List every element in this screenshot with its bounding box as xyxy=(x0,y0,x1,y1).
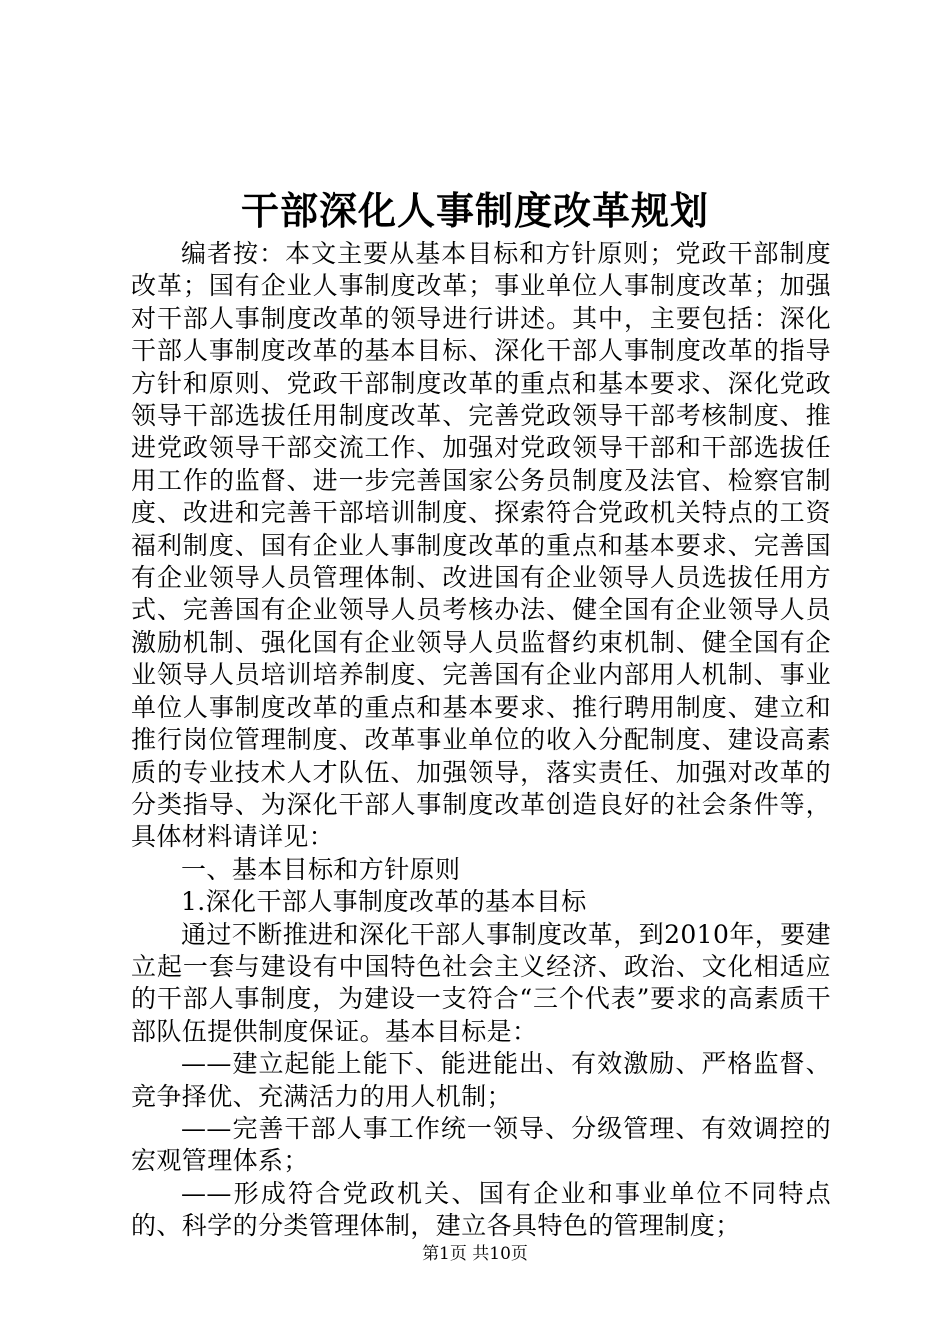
document-body xyxy=(131,238,831,1243)
document-title: 干部深化人事制度改革规划 xyxy=(240,188,709,233)
goal-item: ——形成符合党政机关、国有企业和事业单位不同特点的、科学的分类管理体制，建立各具特色的管理制度； xyxy=(131,1178,831,1241)
body-paragraph: 通过不断推进和深化干部人事制度改革，到2010年，要建立起一套与建设有中国特色社会主义经济、政治、文化相适应的干部人事制度，为建设一支符合“三个代表”要求的高素质干部队伍提供制度保证。基本目标是： xyxy=(131,919,831,1046)
section-heading: 一、基本目标和方针原则 xyxy=(181,854,461,884)
page-number-footer: 第1页 共10页 xyxy=(422,1244,528,1264)
goal-item: ——完善干部人事工作统一领导、分级管理、有效调控的宏观管理体系； xyxy=(131,1113,831,1176)
goal-item: ——建立起能上能下、能进能出、有效激励、严格监督、竞争择优、充满活力的用人机制； xyxy=(131,1049,831,1111)
editor-note-paragraph: 编者按：本文主要从基本目标和方针原则；党政干部制度改革；国有企业人事制度改革；事业单位人事制度改革；加强对干部人事制度改革的领导进行讲述。其中，主要包括：深化干部人事制度改革的基本目标、深化干部人事制度改革的指导方针和原则、党政干部制度改革的重点和基本要求、深化党政领导干部选拔任用制度改革、完善党政领导干部考核制度、推进党政领导干部交流工作、加强对党政领导干部和干部选拔任用工作的监督、进一步完善国家公务员制度及法官、检察官制度、改进和完善干部培训制度、探索符合党政机关特点的工资福利制度、国有企业人事制度改革的重点和基本要求、完善国有企业领导人员管理体制、改进国有企业领导人员选拔任用方式、完善国有企业领导人员考核办法、健全国有企业领导人员激励机制、强化国有企业领导人员监督约束机制、健全国有企业领导人员培训培养制度、完善国有企业内部用人机制、事业单位人事制度改革的重点和基本要求、推行聘用制度、建立和推行岗位管理制度、改革事业单位的收入分配制度、建设高素质的专业技术人才队伍、加强领导，落实责任、加强对改革的分类指导、为深化干部人事制度改革创造良好的社会条件等，具体材料请详见： xyxy=(131,239,831,852)
subsection-heading: 1.深化干部人事制度改革的基本目标 xyxy=(181,887,587,917)
